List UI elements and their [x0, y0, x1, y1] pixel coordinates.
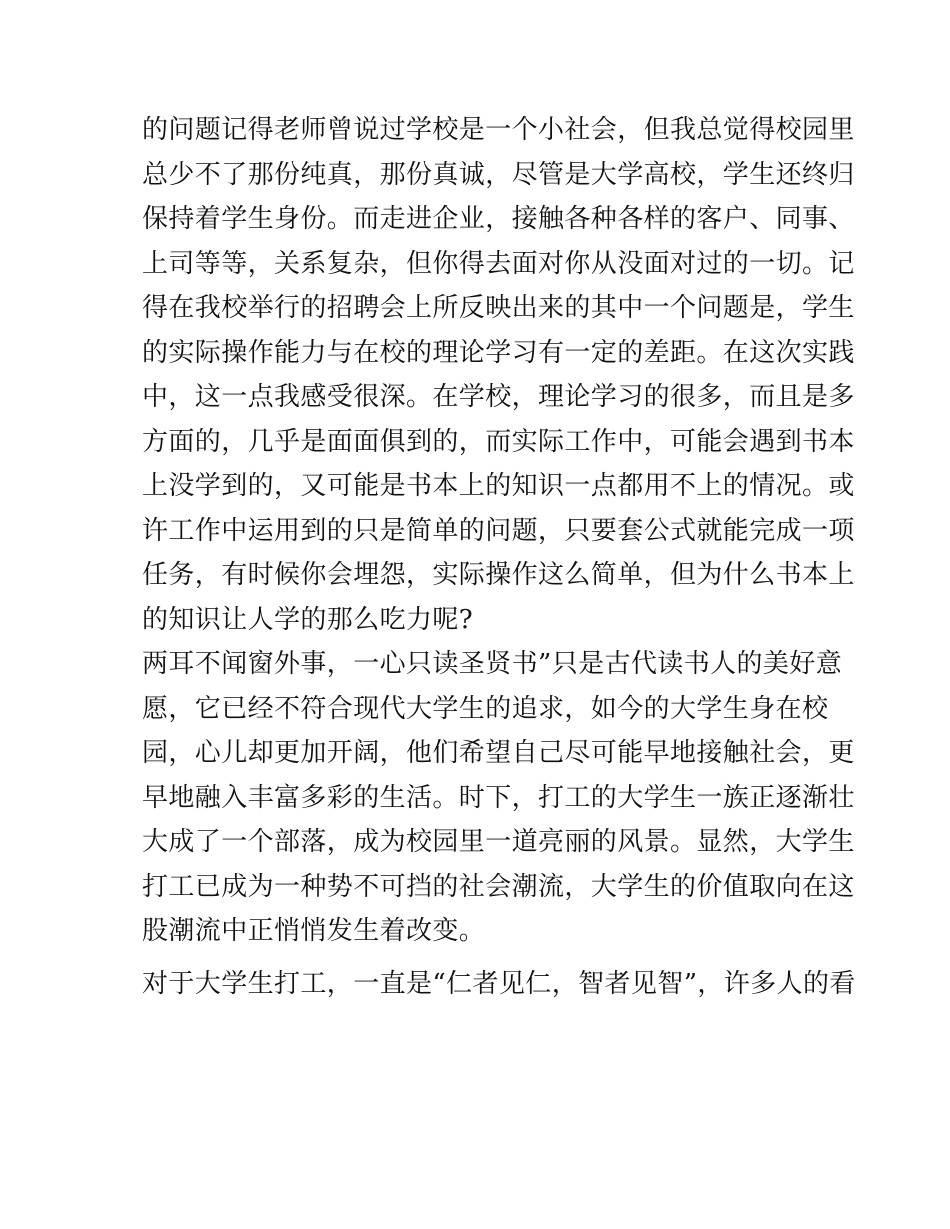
text-line: 的问题记得老师曾说过学校是一个小社会，但我总觉得校园里	[142, 115, 855, 145]
text-line: 中，这一点我感受很深。在学校，理论学习的很多，而且是多	[142, 382, 855, 412]
text-line: 的知识让人学的那么吃力呢?	[142, 604, 474, 635]
text-line: 愿，它已经不符合现代大学生的追求，如今的大学生身在校	[142, 693, 829, 724]
text-line: 总少不了那份纯真，那份真诚，尽管是大学高校，学生还终归	[142, 159, 855, 190]
text-line: 方面的，几乎是面面俱到的，而实际工作中，可能会遇到书本	[142, 426, 855, 457]
text-line: 打工已成为一种势不可挡的社会潮流，大学生的价值取向在这	[142, 871, 855, 902]
text-line: 早地融入丰富多彩的生活。时下，打工的大学生一族正逐渐壮	[142, 782, 855, 813]
text-line: 保持着学生身份。而走进企业，接触各种各样的客户、同事、	[142, 204, 855, 234]
text-line: 的实际操作能力与在校的理论学习有一定的差距。在这次实践	[142, 337, 855, 368]
text-line: 园，心儿却更加开阔，他们希望自己尽可能早地接触社会，更	[142, 738, 855, 768]
text-line: 上司等等，关系复杂，但你得去面对你从没面对过的一切。记	[142, 248, 855, 279]
body-text	[142, 108, 856, 1006]
text-line: 大成了一个部落，成为校园里一道亮丽的风景。显然，大学生	[142, 827, 855, 857]
text-line: 任务，有时候你会埋怨，实际操作这么简单，但为什么书本上	[142, 560, 855, 590]
text-line: 上没学到的，又可能是书本上的知识一点都用不上的情况。或	[142, 471, 855, 501]
text-line: 两耳不闻窗外事，一心只读圣贤书”只是古代读书人的美好意	[142, 649, 843, 679]
text-line: 许工作中运用到的只是简单的问题，只要套公式就能完成一项	[142, 515, 855, 546]
text-line: 对于大学生打工，一直是“仁者见仁，智者见智”，许多人的看	[142, 968, 856, 999]
text-line: 股潮流中正悄悄发生着改变。	[142, 916, 486, 946]
text-line: 得在我校举行的招聘会上所反映出来的其中一个问题是，学生	[142, 293, 855, 323]
